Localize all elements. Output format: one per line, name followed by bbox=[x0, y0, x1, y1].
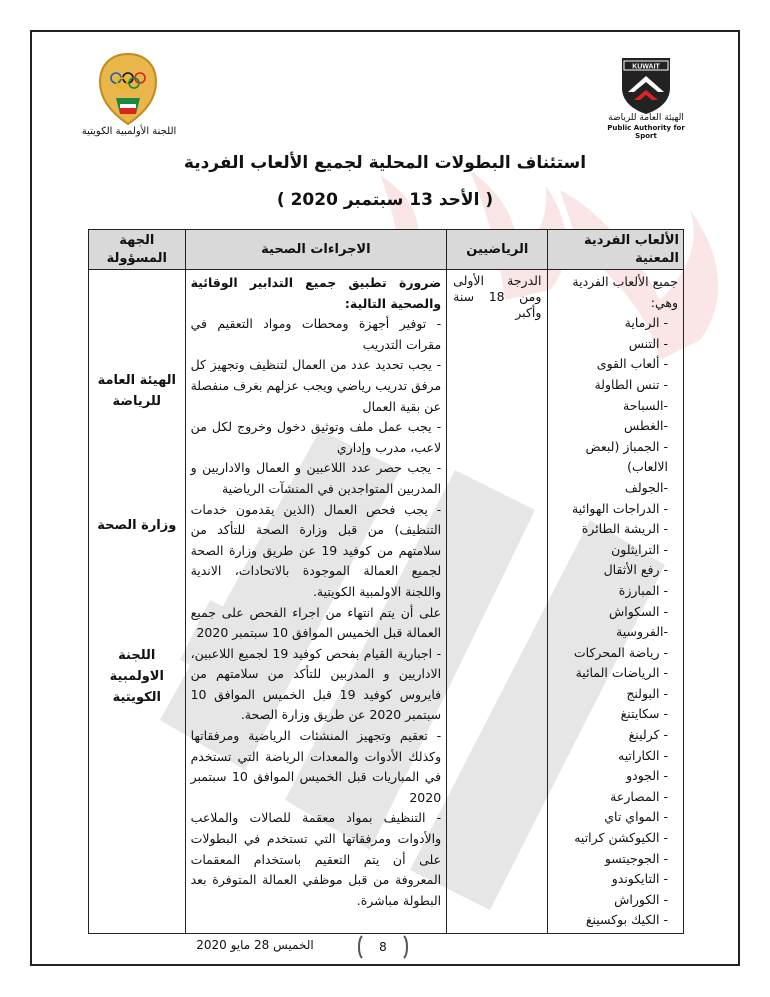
page-number: 8 bbox=[379, 940, 387, 954]
table-header-row bbox=[89, 230, 684, 270]
public-authority-sport-logo bbox=[612, 48, 680, 116]
procedure-item: - اجبارية القيام بفحص كوفيد 19 لجميع اللاعبين، الاداريين و المدربين للتأكد من سلامتهم من فايروس كوفيد 19 قبل الخميس الموافق 10 سبتمبر 2020 عن طريق وزارة الصحة. bbox=[190, 645, 442, 723]
table-row bbox=[89, 270, 684, 934]
sport-item: - الكيوكشن كراتيه bbox=[574, 830, 668, 846]
sport-item: - السكواش bbox=[608, 603, 668, 619]
responsible-entity: اللجنة الاولمبية الكويتية bbox=[109, 648, 164, 705]
kuwait-word: KUWAIT bbox=[632, 63, 660, 71]
sport-item: - الدراجات الهوائية bbox=[571, 500, 668, 516]
page-title: استئناف البطولات المحلية لجميع الألعاب الفردية bbox=[183, 153, 587, 173]
measures-table bbox=[88, 229, 684, 934]
public-authority-name-en: Public Authority for Sport bbox=[607, 124, 685, 140]
sport-item: -السباحة bbox=[623, 397, 668, 413]
sport-item: - الترايثلون bbox=[611, 541, 668, 557]
page-number-box bbox=[356, 934, 410, 960]
responsible-cell bbox=[89, 270, 186, 934]
procedures-lead: ضرورة تطبيق جميع التدابير الوقائية والصحية التالية: bbox=[190, 275, 442, 311]
athletes-cell: الدرجة الأولى ومن 18 سنة وأكبر bbox=[447, 270, 548, 934]
sport-item: - التايكوندو bbox=[611, 871, 668, 887]
sport-item: - الكيك بوكسينغ bbox=[585, 912, 668, 928]
procedure-item: - يجب تحديد عدد من العمال لتنظيف وتجهيز كل مرفق تدريب رياضي ويجب عزلهم بغرف منفصلة عن بقية العمال bbox=[190, 357, 442, 414]
olympic-committee-name: اللجنة الأولمبية الكويتية bbox=[81, 126, 177, 137]
olympic-committee-logo bbox=[96, 48, 160, 128]
sport-item: - الجوجيتسو bbox=[604, 850, 668, 866]
sport-item: -الجولف bbox=[624, 479, 668, 495]
sport-item: - الرماية bbox=[624, 315, 668, 331]
sport-item: - المبارزة bbox=[618, 582, 668, 598]
header-sports: الألعاب الفردية المعنية bbox=[548, 230, 684, 270]
header-athletes: الرياضيين bbox=[447, 230, 548, 270]
sport-item: - البولنج bbox=[626, 685, 668, 701]
procedures-list bbox=[191, 314, 442, 911]
sport-item: - الجمباز (لبعض الالعاب) bbox=[585, 438, 668, 475]
sport-item: - الكاراتيه bbox=[618, 747, 668, 763]
procedure-item: - يجب حصر عدد اللاعبين و العمال والاداريين و المدربين المتواجدين في المنشآت الرياضية bbox=[190, 460, 442, 496]
procedure-item: - تعقيم وتجهيز المنشئات الرياضية ومرفقاتها وكذلك الأدوات والمعدات الرياضة التي تستخدم في المباريات قبل الخميس الموافق 10 سبتمبر 2020 bbox=[190, 728, 442, 805]
sport-item: - الجودو bbox=[626, 768, 668, 784]
procedure-item: - التنظيف بمواد معقمة للصالات والملاعب والأدوات ومرفقاتها التي تستخدم في البطولات على أن يتم التعقيم باستخدام المعقمات المعروفة من قبل موظفي العمالة المتوفرة بعد البطولة مباشرة. bbox=[190, 810, 442, 908]
sport-item: - كرلينغ bbox=[628, 727, 668, 743]
sport-item: - سكايتنغ bbox=[620, 706, 668, 722]
sport-item: -الفروسية bbox=[616, 624, 668, 640]
sport-item: - ألعاب القوى bbox=[596, 356, 668, 372]
sport-item: - تنس الطاولة bbox=[594, 376, 668, 392]
header-responsible: الجهة المسؤولة bbox=[89, 230, 186, 270]
sport-item: - رياضة المحركات bbox=[573, 644, 668, 660]
sport-item: - التنس bbox=[628, 335, 668, 351]
public-authority-name-ar: الهيئة العامة للرياضة bbox=[608, 113, 684, 123]
sport-item: - المصارعة bbox=[610, 788, 668, 804]
procedure-item: على أن يتم انتهاء من اجراء الفحص على جميع العمالة قبل الخميس الموافق 10 سبتمبر 2020 bbox=[190, 604, 442, 641]
sport-item: - الريشة الطائرة bbox=[581, 521, 668, 537]
sport-item: -الغطس bbox=[623, 418, 668, 434]
responsible-entity: الهيئة العامة للرياضة bbox=[97, 373, 176, 409]
page-number-brackets bbox=[356, 934, 410, 960]
footer-date: الخميس 28 مايو 2020 bbox=[196, 938, 314, 952]
sports-intro: جميع الألعاب الفردية وهي: bbox=[572, 274, 678, 310]
procedure-item: - يجب عمل ملف وتوثيق دخول وخروج لكل من لاعب، مدرب وإداري bbox=[190, 419, 442, 455]
sports-cell bbox=[548, 270, 684, 934]
procedures-cell bbox=[185, 270, 447, 934]
sport-item: - المواي تاي bbox=[604, 809, 668, 825]
header-procedures: الاجراءات الصحية bbox=[185, 230, 447, 270]
sport-item: - الرياضات المائية bbox=[575, 665, 668, 681]
procedure-item: - توفير أجهزة ومحطات ومواد التعقيم في مقرات التدريب bbox=[190, 316, 442, 352]
responsible-entity: وزارة الصحة bbox=[97, 518, 177, 533]
procedure-item: - يجب فحص العمال (الذين يقدمون خدمات التنظيف) من قبل وزارة الصحة للتأكد من سلامتهم من كوفيد 19 عن طريق وزارة الصحة لجميع العمالة الموجودة بالاتحادات، الاندية واللجنة الاولمبية الكويتية. bbox=[190, 501, 442, 599]
sport-item: - رفع الأثقال bbox=[603, 562, 668, 578]
sports-list bbox=[553, 313, 678, 931]
sport-item: - الكوراش bbox=[614, 891, 668, 907]
page-subtitle: ( الأحد 13 سبتمبر 2020 ) bbox=[276, 190, 494, 210]
